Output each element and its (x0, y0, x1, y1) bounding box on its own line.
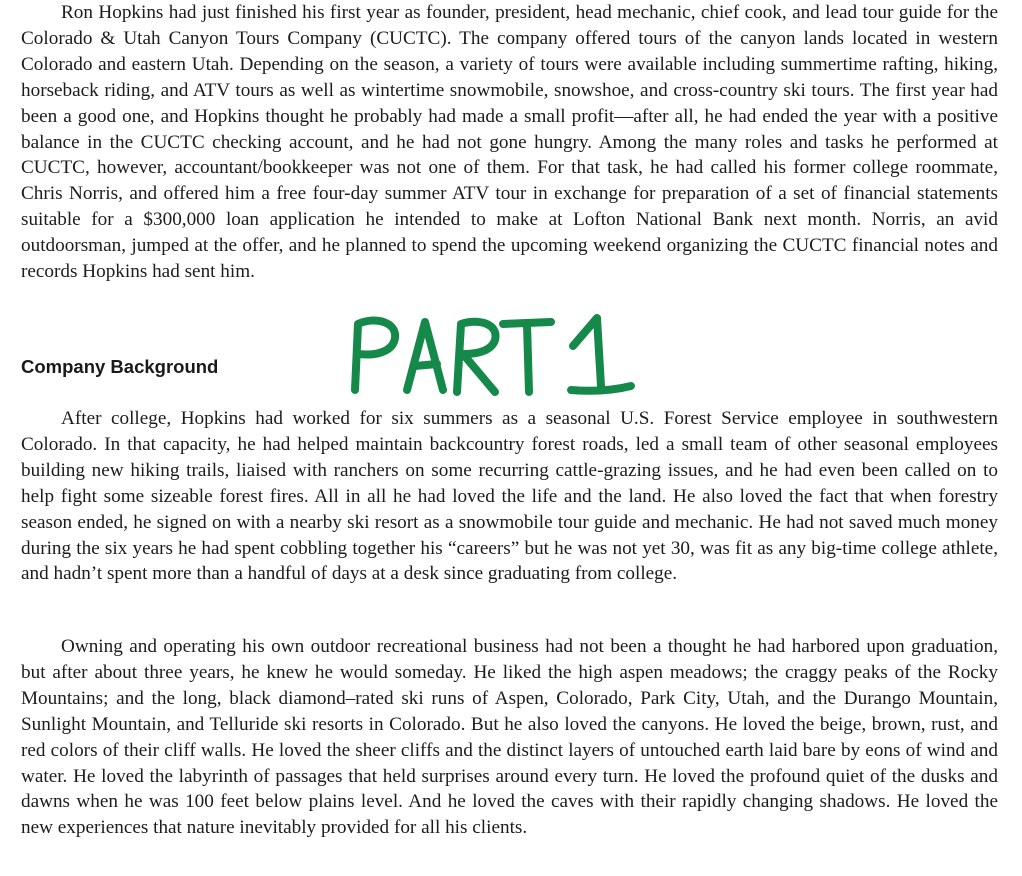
handwritten-part-annotation (345, 310, 640, 402)
background-paragraph-2: Owning and operating his own outdoor recreational business had not been a thought he had harbored upon graduation, but after about three years, he knew he would someday. He liked the high aspen meadows; the craggy peaks of the Rocky Mountains; and the long, black diamond–rated ski runs of Aspen, Colorado, Park City, Utah, and the Durango Mountain, Sunlight Mountain, and Telluride ski resorts in Colorado. But he also loved the canyons. He loved the beige, brown, rust, and red colors of their cliff walls. He loved the sheer cliffs and the distinct layers of untouched earth laid bare by eons of wind and water. He loved the labyrinth of passages that held surprises around every turn. He loved the profound quiet of the dusks and dawns when he was 100 feet below plains level. And he loved the caves with their rapidly changing shadows. He loved the new experiences that nature inevitably provided for all his clients. (21, 636, 998, 839)
intro-paragraph: Ron Hopkins had just finished his first year as founder, president, head mechanic, chief cook, and lead tour guide for the Colorado & Utah Canyon Tours Company (CUCTC). The company offered tours of the canyon lands located in western Colorado and eastern Utah. Depending on the season, a variety of tours were available including summertime rafting, hiking, horseback riding, and ATV tours as well as wintertime snowmobile, snowshoe, and cross-country ski tours. The first year had been a good one, and Hopkins thought he probably had made a small profit—after all, he had ended the year with a positive balance in the CUCTC checking account, and he had not gone hungry. Among the many roles and tasks he performed at CUCTC, however, accountant/bookkeeper was not one of them. For that task, he had called his former college roommate, Chris Norris, and offered him a free four-day summer ATV tour in exchange for preparation of a set of financial statements suitable for a $300,000 loan application he intended to make at Lofton National Bank next month. Norris, an avid outdoorsman, jumped at the offer, and he planned to spend the upcoming weekend organizing the CUCTC financial notes and records Hopkins had sent him. (21, 2, 998, 283)
background-paragraph-1: After college, Hopkins had worked for six summers as a seasonal U.S. Forest Service employee in southwestern Colorado. In that capacity, he had helped maintain backcountry forest roads, led a small team of other seasonal employees building new hiking trails, liaised with ranchers on some recurring cattle-grazing issues, and he had even been called on to help fight some sizeable forest fires. All in all he had loved the life and the land. He also loved the fact that when forestry season ended, he signed on with a nearby ski resort as a snowmobile tour guide and mechanic. He had not saved much money during the six years he had spent cobbling together his “careers” but he was not yet 30, was fit as any big-time college athlete, and hadn’t spent more than a handful of days at a desk since graduating from college. (21, 408, 998, 585)
section-heading: Company Background (21, 356, 219, 377)
